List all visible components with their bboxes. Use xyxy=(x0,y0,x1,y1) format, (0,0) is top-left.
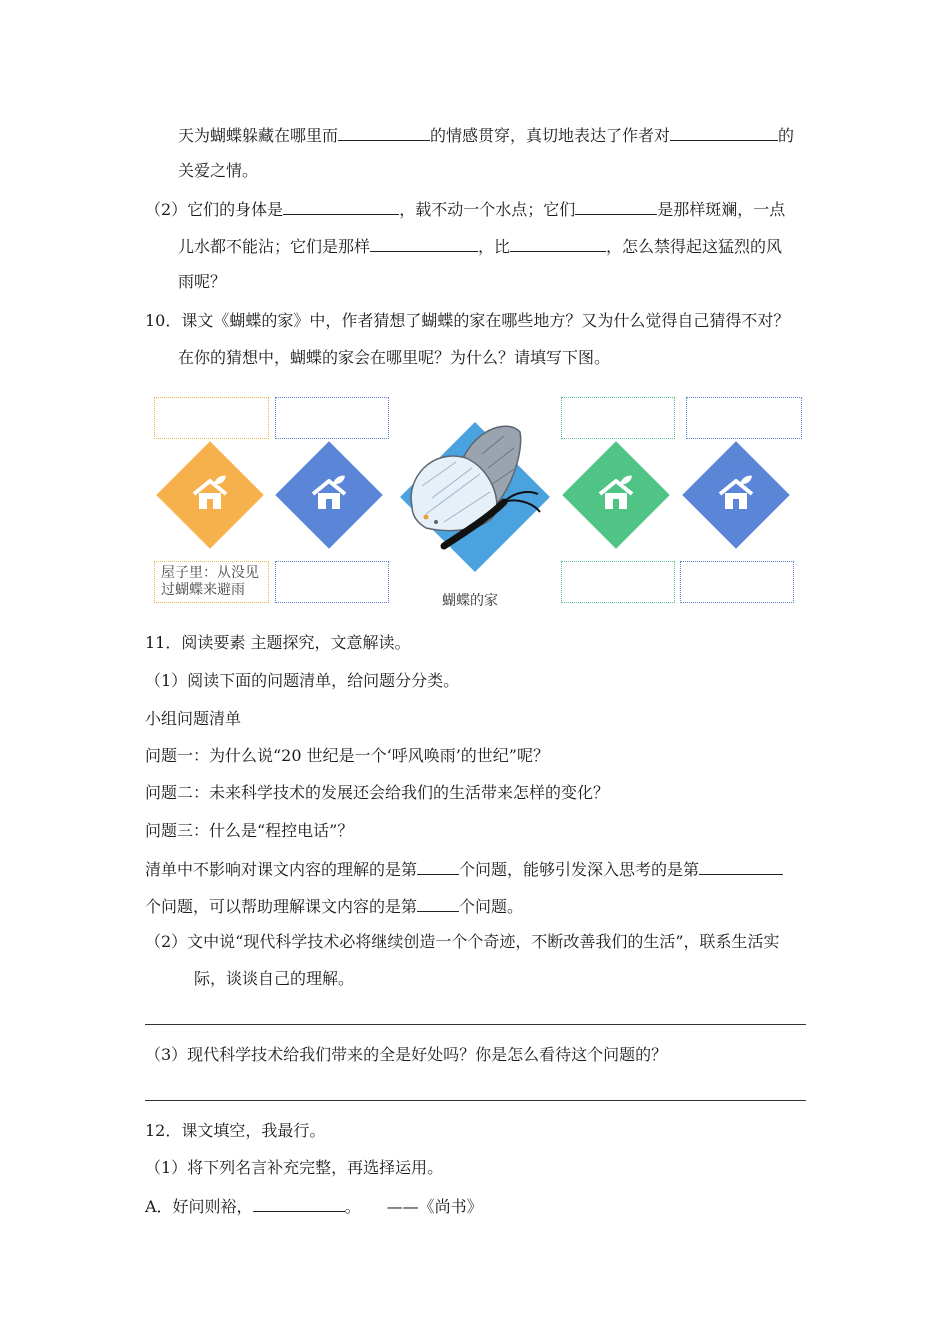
q11-part2-line1: （2）文中说“现代科学技术必将继续创造一个个奇迹，不断改善我们的生活”，联系生活实 xyxy=(145,932,780,951)
blank[interactable] xyxy=(338,123,430,141)
q10-line2: 在你的猜想中，蝴蝶的家会在哪里呢？为什么？请填写下图。 xyxy=(178,348,611,367)
question-two: 问题二：未来科学技术的发展还会给我们的生活带来怎样的变化？ xyxy=(145,783,610,802)
answer-line[interactable] xyxy=(145,1100,806,1101)
house-icon xyxy=(307,472,351,516)
house-icon xyxy=(594,472,638,516)
q10-line1: 10．课文《蝴蝶的家》中，作者猜想了蝴蝶的家在哪些地方？又为什么觉得自己猜得不对？ xyxy=(145,311,790,330)
answer-box-bottom-2[interactable] xyxy=(275,561,389,603)
q11-part2-line2: 际，谈谈自己的理解。 xyxy=(194,969,355,988)
question-one: 问题一：为什么说“20 世纪是一个‘呼风唤雨’的世纪”呢？ xyxy=(145,746,549,765)
q12-title: 12．课文填空，我最行。 xyxy=(145,1121,326,1140)
house-icon xyxy=(188,472,232,516)
answer-line[interactable] xyxy=(145,1024,806,1025)
blank[interactable] xyxy=(417,857,459,875)
q9-line1: 天为蝴蝶躲藏在哪里而 的情感贯穿，真切地表达了作者对 的 xyxy=(178,123,794,147)
answer-box-top-3[interactable] xyxy=(561,397,675,439)
question-list-title: 小组问题清单 xyxy=(145,709,242,728)
q11-fill-line2: 个问题，可以帮助理解课文内容的是第 个问题。 xyxy=(145,894,523,918)
q11-part3: （3）现代科学技术给我们带来的全是好处吗？你是怎么看待这个问题的？ xyxy=(145,1045,668,1064)
house-icon xyxy=(714,472,758,516)
blank[interactable] xyxy=(370,234,478,252)
blank[interactable] xyxy=(699,857,783,875)
q12-item-a: A．好问则裕， 。 ——《尚书》 xyxy=(145,1194,483,1218)
q11-part1: （1）阅读下面的问题清单，给问题分分类。 xyxy=(145,671,460,690)
answer-box-bottom-3[interactable] xyxy=(561,561,675,603)
answer-box-top-4[interactable] xyxy=(686,397,802,439)
blank[interactable] xyxy=(575,197,657,215)
filled-answer-line2: 过蝴蝶来避雨 xyxy=(161,582,245,598)
q9-part2-line1: （2）它们的身体是 ，载不动一个水点；它们 是那样斑斓，一点 xyxy=(145,197,785,221)
answer-box-bottom-4[interactable] xyxy=(680,561,794,603)
filled-answer-line1: 屋子里：从没见 xyxy=(161,565,259,581)
answer-box-top-2[interactable] xyxy=(275,397,389,439)
blank[interactable] xyxy=(283,197,399,215)
q11-title: 11．阅读要素 主题探究，文意解读。 xyxy=(145,633,411,652)
q9-part2-line3: 雨呢？ xyxy=(178,272,227,291)
center-caption: 蝴蝶的家 xyxy=(442,593,498,609)
q12-part1: （1）将下列名言补充完整，再选择运用。 xyxy=(145,1158,444,1177)
butterfly-icon xyxy=(392,414,558,580)
blank[interactable] xyxy=(253,1194,345,1212)
answer-box-top-1[interactable] xyxy=(154,397,269,439)
q11-fill-line1: 清单中不影响对课文内容的理解的是第 个问题，能够引发深入思考的是第 xyxy=(145,857,783,881)
q9-part2-line2: 儿水都不能沾；它们是那样 ，比 ，怎么禁得起这猛烈的风 xyxy=(178,234,782,258)
blank[interactable] xyxy=(417,894,459,912)
blank[interactable] xyxy=(510,234,606,252)
q9-line2: 关爱之情。 xyxy=(178,161,259,180)
blank[interactable] xyxy=(670,123,778,141)
question-three: 问题三：什么是“程控电话”？ xyxy=(145,821,354,840)
